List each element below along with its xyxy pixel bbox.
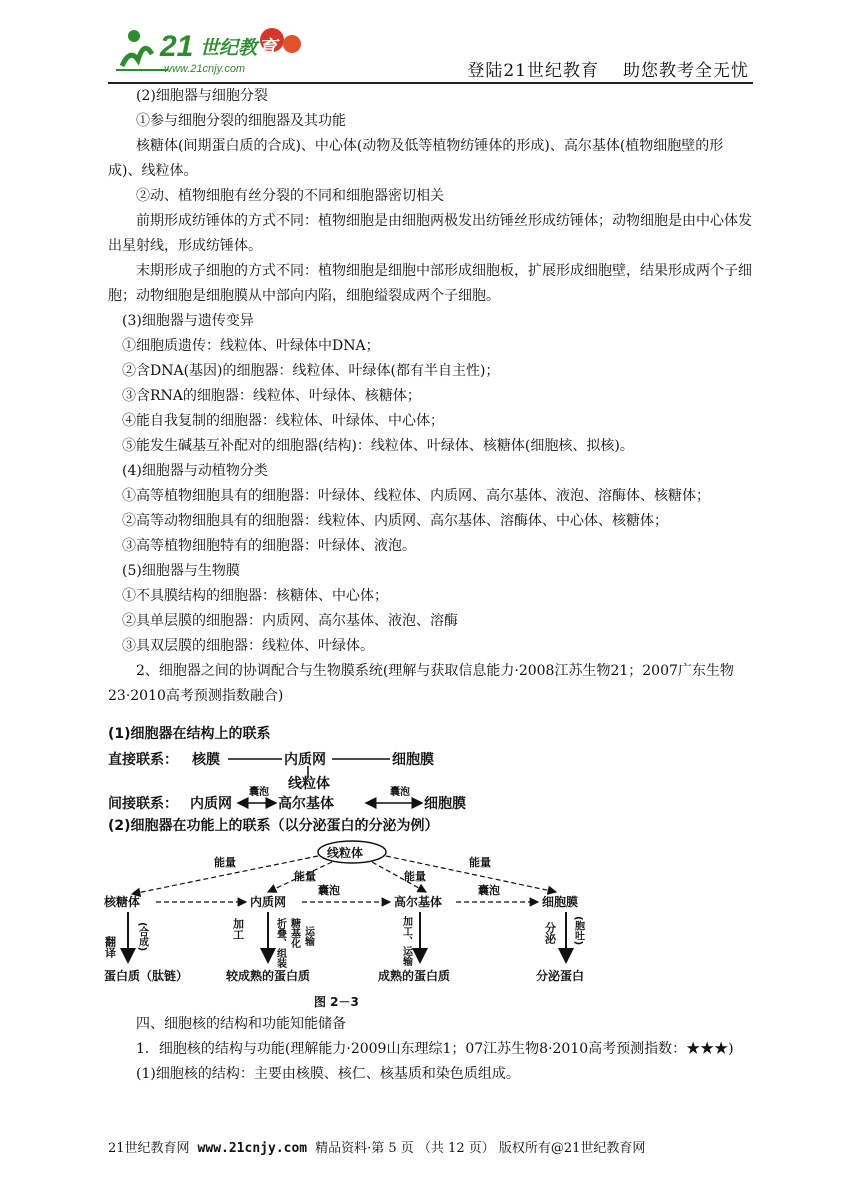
svg-text:www.21cnjy.com: www.21cnjy.com <box>164 63 246 75</box>
text-line: ⑤能发生碱基互补配对的细胞器(结构)：线粒体、叶绿体、核糖体(细胞核、拟核)。 <box>122 438 634 454</box>
fig-glyco: 糖基化 <box>288 918 300 948</box>
text-line: ②含DNA(基因)的细胞器：线粒体、叶绿体(都有半自主性)； <box>122 363 500 379</box>
fig-node-cell-membrane: 细胞膜 <box>392 752 434 768</box>
fig-node-cell-membrane2: 细胞膜 <box>424 796 466 812</box>
fig-vesicle-b: 囊泡 <box>478 884 500 897</box>
fig-vesicle-1: 囊泡 <box>249 787 269 798</box>
fig-energy-2: 能量 <box>294 870 316 883</box>
fig-vesicle-a: 囊泡 <box>318 884 340 897</box>
fig-ribosome: 核糖体 <box>104 895 141 909</box>
svg-text:世纪: 世纪 <box>200 37 239 59</box>
text-line: ④能自我复制的细胞器：线粒体、叶绿体、中心体； <box>122 413 444 429</box>
fig-process-1: 加工 <box>231 918 245 940</box>
fig-cell-membrane: 细胞膜 <box>542 895 579 909</box>
text-line: (2)细胞器与细胞分裂 <box>136 88 268 104</box>
fig-protein-2: 较成熟的蛋白质 <box>226 969 311 983</box>
fig-translate: 翻译 <box>104 936 117 958</box>
text-line: 前期形成纺锤体的方式不同：植物细胞是由细胞两极发出纺锤丝形成纺锤体；动物细胞是由中心体发出星射线，形成纺锤体。 <box>108 213 752 254</box>
header-left-text: 登陆21世纪教育 <box>467 61 599 81</box>
text-line: ②具单层膜的细胞器：内质网、高尔基体、液泡、溶酶 <box>122 613 458 629</box>
header-slogan <box>443 56 749 81</box>
fig-protein-4: 分泌蛋白 <box>536 969 585 983</box>
text-line: (5)细胞器与生物膜 <box>122 563 240 579</box>
fig-fold: 折叠、组装 <box>274 918 286 968</box>
fig-golgi: 高尔基体 <box>394 895 443 909</box>
footer-url[interactable]: www.21cnjy.com <box>197 1141 308 1156</box>
text-line: (4)细胞器与动植物分类 <box>122 463 268 479</box>
fig-exocytosis: (胞吐) <box>572 916 584 946</box>
fig-caption: 图 2－3 <box>314 995 359 1009</box>
text-line: ①细胞质遗传：线粒体、叶绿体中DNA； <box>122 338 380 354</box>
text-line: 核糖体(间期蛋白质的合成)、中心体(动物及低等植物纺锤体的形成)、高尔基体(植物细胞壁的形成)、线粒体。 <box>108 138 724 179</box>
svg-text:教: 教 <box>238 37 258 59</box>
fig-transport-1: 运输 <box>302 926 314 946</box>
organelle-diagram <box>104 722 604 1012</box>
text-line: ③含RNA的细胞器：线粒体、叶绿体、核糖体； <box>122 388 421 404</box>
fig-secrete: 分泌 <box>543 922 557 944</box>
fig-vesicle-2: 囊泡 <box>390 787 410 798</box>
text-line: ②高等动物细胞具有的细胞器：线粒体、内质网、高尔基体、溶酶体、中心体、核糖体； <box>122 513 668 529</box>
fig-node-golgi: 高尔基体 <box>278 796 334 812</box>
text-line: ①高等植物细胞具有的细胞器：叶绿体、线粒体、内质网、高尔基体、液泡、溶酶体、核糖体； <box>122 488 710 504</box>
text-line: (1)细胞核的结构：主要由核膜、核仁、核基质和染色质组成。 <box>136 1066 520 1082</box>
fig-synthesis: (合成) <box>136 922 148 952</box>
fig-energy-1: 能量 <box>214 856 236 869</box>
text-line: 末期形成子细胞的方式不同：植物细胞是细胞中部形成细胞板，扩展形成细胞壁，结果形成两个子细胞；动物细胞是细胞膜从中部向内陷，细胞缢裂成两个子细胞。 <box>108 263 752 304</box>
site-logo <box>108 20 308 80</box>
fig-indirect-label: 间接联系： <box>108 796 178 812</box>
text-line: ③具双层膜的细胞器：线粒体、叶绿体。 <box>122 638 374 654</box>
header-right-text: 助您教考全无忧 <box>623 61 749 81</box>
text-line: ①参与细胞分裂的细胞器及其功能 <box>136 113 346 129</box>
text-line: 四、细胞核的结构和功能知能储备 <box>136 1016 346 1032</box>
fig-energy-4: 能量 <box>469 856 491 869</box>
footer-site: 21世纪教育网 <box>108 1141 190 1156</box>
text-line: (3)细胞器与遗传变异 <box>122 313 254 329</box>
text-line: ②动、植物细胞有丝分裂的不同和细胞器密切相关 <box>136 188 444 204</box>
document-body <box>108 84 756 709</box>
fig-oval-mitochondria: 线粒体 <box>327 846 364 860</box>
fig-node-er2: 内质网 <box>190 796 232 812</box>
svg-text:育: 育 <box>258 37 278 59</box>
fig-node-er: 内质网 <box>284 752 326 768</box>
fig-direct-label: 直接联系： <box>108 752 178 768</box>
text-line: 2、细胞器之间的协调配合与生物膜系统(理解与获取信息能力·2008江苏生物21；2007广东生物23·2010高考预测指数融合) <box>108 663 734 704</box>
fig-protein-3: 成熟的蛋白质 <box>378 969 451 983</box>
fig-title-structure: (1)细胞器在结构上的联系 <box>108 726 271 742</box>
text-line: 1．细胞核的结构与功能(理解能力·2009山东理综1；07江苏生物8·2010高考预测指数：★★★) <box>136 1041 734 1057</box>
fig-node-nuclear-membrane: 核膜 <box>192 752 220 768</box>
page-footer <box>108 1137 756 1156</box>
page-header <box>108 20 753 84</box>
fig-node-mitochondria: 线粒体 <box>288 776 330 792</box>
fig-title-function: (2)细胞器在功能上的联系（以分泌蛋白的分泌为例） <box>108 818 439 834</box>
text-line: ③高等植物细胞特有的细胞器：叶绿体、液泡。 <box>122 538 416 554</box>
fig-protein-1: 蛋白质（肽链） <box>104 969 189 983</box>
fig-energy-3: 能量 <box>404 870 426 883</box>
fig-process-2: 加工、运输 <box>400 916 412 966</box>
document-body-2 <box>108 1012 756 1087</box>
footer-info: 精品资料·第 5 页 （共 12 页） 版权所有@21世纪教育网 <box>315 1141 646 1156</box>
text-line: ①不具膜结构的细胞器：核糖体、中心体； <box>122 588 388 604</box>
svg-text:21: 21 <box>160 30 194 63</box>
fig-er: 内质网 <box>250 895 287 909</box>
